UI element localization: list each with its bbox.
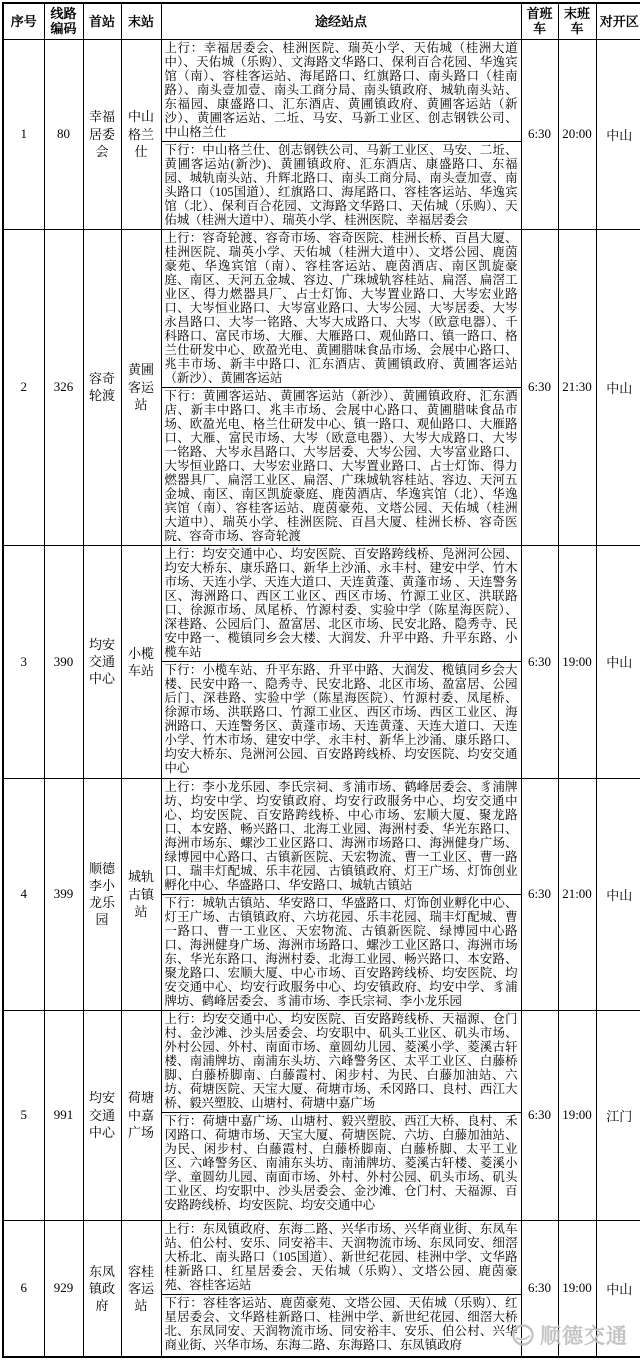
route-code: 326 [44,229,83,545]
route-code: 991 [44,1010,83,1220]
first-station: 均安交通中心 [83,1010,121,1220]
stops-downbound: 下行：黄圃客运站、黄圃客运站（新沙）、黄圃镇政府、汇东酒店、新丰中路口、兆丰市场、会展中心路口、黄圃腊味食品市场、欧盈光电、格兰仕研发中心、镇一路口、观仙路口、大雁路口、大雁、富民市场、大岑（欧意电器）、大岑大成路口、大岑一铭路、大岑永昌路口、大岑居委、大岑公园、大岑富业路口、大岑恒业路口、大岑宏业路口、大岑置业路口、占士灯饰、得力燃器具厂、扁滘工业区、扁滘、广珠城轨容桂站、容边、天河五金城、南区、南区凯旋豪庭、鹿茵酒店、华逸宾馆（北）、华逸宾馆（南）、容桂客运站、鹿茵豪苑、文塔公园、天佑城（桂洲大道中）、瑞英小学、桂洲医院、百昌大厦、桂洲长桥、容奇医院、容奇市场、容奇轮渡 [162,387,521,545]
opposite-region: 中山 [596,1220,640,1357]
last-station: 小榄车站 [121,545,161,778]
last-bus-time: 21:30 [558,229,596,545]
table-row [3,778,640,1010]
route-no: 4 [3,778,44,1010]
stops-downbound: 下行：容桂客运站、鹿茵豪苑、文塔公园、天佑城（乐购）、红星居委会、文华路桂新路口、桂洲中学、新世纪花园、细滘大桥北、东凤同安、天润物流市场、同安裕丰、安乐、伯公村、兴华商业街、兴华市场、东海二路、东海路口、东凤镇政府 [162,1294,521,1354]
last-station: 城轨古镇站 [121,778,161,1010]
opposite-region: 江门 [596,1010,640,1220]
last-bus-time: 20:00 [558,39,596,229]
table-row [3,1220,640,1357]
header-no: 序号 [3,3,44,39]
first-bus-time: 6:30 [521,545,558,778]
first-station: 东凤镇政府 [83,1220,121,1357]
last-station: 中山格兰仕 [121,39,161,229]
stops-upbound: 上行：幸福居委会、桂洲医院、瑞英小学、天佑城（桂洲大道中）、天佑城（乐购）、文海路文华路口、保利百合花园、华逸宾馆（南）、容桂客运站、海尾路口、红旗路口、南头路口（桂南路）、南头壹加壹、南头工商分局、南头镇政府、城轨南头站、东福园、康盛路口、汇东酒店、黄圃镇政府、黄圃客运站（新沙）、黄圃客运站、二坵、马安、马新工业区、创志钢铁公司、中山格兰仕 [164,40,518,139]
last-bus-time: 19:00 [558,1220,596,1357]
stops-upbound: 上行：东凤镇政府、东海二路、兴华市场、兴华商业街、东凤车站、伯公村、安乐、同安裕丰、天润物流市场、东凤同安、细滘大桥北、南头路口（105国道）、新世纪花园、桂洲中学、文华路桂新路口、红星居委会、天佑城（乐购）、文塔公园、鹿茵豪苑、容桂客运站 [164,1221,518,1292]
last-bus-time: 19:00 [558,1010,596,1220]
last-bus-time: 21:00 [558,778,596,1010]
first-station: 顺德李小龙乐园 [83,778,121,1010]
first-bus-time: 6:30 [521,39,558,229]
table-row [3,229,640,545]
route-code: 390 [44,545,83,778]
stops-cell [161,39,521,229]
stops-downbound: 下行：中山格兰仕、创志钢铁公司、马新工业区、马安、二坵、黄圃客运站(新沙)、黄圃镇政府、汇东酒店、康盛路口、东福园、城轨南头站、升辉北路口、南头工商分局、南头壹加壹、南头路口（105国道）、红旗路口、海尾路口、容桂客运站、华逸宾馆（北）、保利百合花园、文海路文华路口、天佑城（乐购）、天佑城（桂洲大道中）、瑞英小学、桂洲医院、幸福居委会 [162,141,521,229]
opposite-region: 中山 [596,39,640,229]
first-station: 容奇轮渡 [83,229,121,545]
stops-cell [161,1220,521,1357]
stops-downbound: 下行：城轨古镇站、华安路口、华盛路口、灯饰创业孵化中心、灯王广场、古镇镇政府、六坊花园、乐丰花园、瑞丰灯配城、曹一路口、曹一工业区、天宏物流、古镇新医院、绿博园中心路口、海洲健身广场、海洲市场路口、螺沙工业区路口、海洲市场东、华光东路口、海洲村委、北海工业园、畅兴路口、本安路、聚龙路口、宏顺大厦、中心市场、百安路跨线桥、均安医院、均安交通中心、均安行政服务中心、均安镇政府、均安中学、豸浦牌坊、鹤峰居委会、豸浦市场、李氏宗祠、李小龙乐园 [162,894,521,1010]
route-no: 5 [3,1010,44,1220]
table-header-row [3,3,640,39]
header-route-code: 线路编码 [44,3,83,39]
first-bus-time: 6:30 [521,229,558,545]
first-station: 幸福居委会 [83,39,121,229]
header-last-bus: 末班车 [558,3,596,39]
header-stops: 途经站点 [161,3,521,39]
stops-upbound: 上行：容奇轮渡、容奇市场、容奇医院、桂洲长桥、百昌大厦、桂洲医院、瑞英小学、天佑城（桂洲大道中）、文塔公园、鹿茵豪苑、华逸宾馆（南）、容桂客运站、鹿茵酒店、南区凯旋豪庭、南区、天河五金城、容边、广珠城轨容桂站、扁滘、扁滘工业区、得力燃器具厂、占士灯饰、大岑置业路口、大岑宏业路口、大岑恒业路口、大岑富业路口、大岑公园、大岑居委、大岑永昌路口、大岑一铭路、大岑大成路口、大岑（欧意电器）、千科路口、富民市场、大雁、大雁路口、观仙路口、镇一路口、格兰仕研发中心、欧盈光电、黄圃腊味食品市场、会展中心路口、兆丰市场、新丰中路口、汇东酒店、黄圃镇政府、黄圃客运站（新沙）、黄圃客运站 [164,230,518,385]
header-first-bus: 首班车 [521,3,558,39]
header-region: 对开区 [596,3,640,39]
first-bus-time: 6:30 [521,778,558,1010]
stops-cell [161,778,521,1010]
stops-downbound: 下行：小榄车站、升平东路、升平中路、大润发、榄镇同乡会大楼、民安中路一、隐秀寺、民安北路、北区市场、盈富居、公园后门、深巷路、实验中学（陈星海医院）、竹源村委、凤尾桥、徐源市场、洪联路口、竹源工业区、西区市场、西区工业区、海洲路口、天连警务区、黄蓬市场、天连黄蓬、天连大道口、天连小学、竹木市场、建安中学、永丰村、新华上沙涌、康乐路口、均安大桥东、凫洲河公园、百安路跨线桥、均安医院、均安交通中心 [162,661,521,777]
route-code: 929 [44,1220,83,1357]
bus-route-table [2,2,640,1358]
first-bus-time: 6:30 [521,1220,558,1357]
watermark-text: 顺德交通 [540,1325,628,1349]
header-first-station: 首站 [83,3,121,39]
opposite-region: 中山 [596,545,640,778]
table-row [3,39,640,229]
route-no: 6 [3,1220,44,1357]
stops-upbound: 上行：均安交通中心、均安医院、百安路跨线桥、凫洲河公园、均安大桥东、康乐路口、新华上沙涌、永丰村、建安中学、竹木市场、天连小学、天连大道口、天连黄蓬、黄蓬市场 、天连警务区、海洲路口、西区工业区、西区市场、竹源工业区、洪联路口、徐源市场、凤尾桥、竹源村委、实验中学（陈星海医院）、深巷路、公园后门、盈富居、北区市场、民安北路、隐秀寺、民安中路一、榄镇同乡会大楼、大润发、升平中路、升平东路、小榄车站 [164,546,518,659]
stops-downbound: 下行：荷塘中嘉广场、山塘村、毅兴塑胶、西江大桥、良村、禾冈路口、荷塘市场、天宝大厦、荷塘医院、六坊、白藤加油站、为民、闲步村、白藤霞村、白藤桥脚南、白藤桥脚、太平工业区、六峰警务区、南浦东头坊、南浦牌坊、菱溪古轩楼、菱溪小学、童圆幼儿园、南面市场、外村、外村公园、矶头市场、矶头工业区、均安职中、沙头居委会、金沙滩、仓门村、天福源、百安路跨线桥、均安医院、均安交通中心 [162,1112,521,1214]
route-no: 3 [3,545,44,778]
stops-cell [161,545,521,778]
route-code: 80 [44,39,83,229]
table-row [3,1010,640,1220]
opposite-region: 中山 [596,778,640,1010]
opposite-region: 中山 [596,229,640,545]
last-station: 容桂客运站 [121,1220,161,1357]
header-last-station: 末站 [121,3,161,39]
route-code: 399 [44,778,83,1010]
table-row [3,545,640,778]
stops-cell [161,229,521,545]
stops-upbound: 上行：均安交通中心、均安医院、百安路跨线桥、天福源、仓门村、金沙滩、沙头居委会、均安职中、矶头工业区、矶头市场、外村公园、外村、南面市场、童圆幼儿园、菱溪小学、菱溪古轩楼、南浦牌坊、南浦东头坊、六峰警务区、太平工业区、白藤桥脚、白藤桥脚南、白藤霞村、闲步村、为民、白藤加油站、六坊、荷塘医院、天宝大厦、荷塘市场、禾冈路口、良村、西江大桥、毅兴塑胶、山塘村、荷塘中嘉广场 [164,1011,518,1110]
last-bus-time: 19:00 [558,545,596,778]
last-station: 荷塘中嘉广场 [121,1010,161,1220]
route-no: 2 [3,229,44,545]
first-bus-time: 6:30 [521,1010,558,1220]
stops-upbound: 上行：李小龙乐园、李氏宗祠、豸浦市场、鹤峰居委会、豸浦牌坊、均安中学、均安镇政府、均安行政服务中心、均安交通中心、均安医院、百安路跨线桥、中心市场、宏顺大厦、聚龙路口、本安路、畅兴路口、北海工业园、海洲村委、华光东路口、海洲市场东、螺沙工业区路口、海洲市场路口、海洲健身广场、绿博园中心路口、古镇新医院、天宏物流、曹一工业区、曹一路口、瑞丰灯配城、乐丰花园、古镇镇政府、灯王广场、灯饰创业孵化中心、华盛路口、华安路口、城轨古镇站 [164,779,518,892]
first-station: 均安交通中心 [83,545,121,778]
route-no: 1 [3,39,44,229]
stops-cell [161,1010,521,1220]
last-station: 黄圃客运站 [121,229,161,545]
